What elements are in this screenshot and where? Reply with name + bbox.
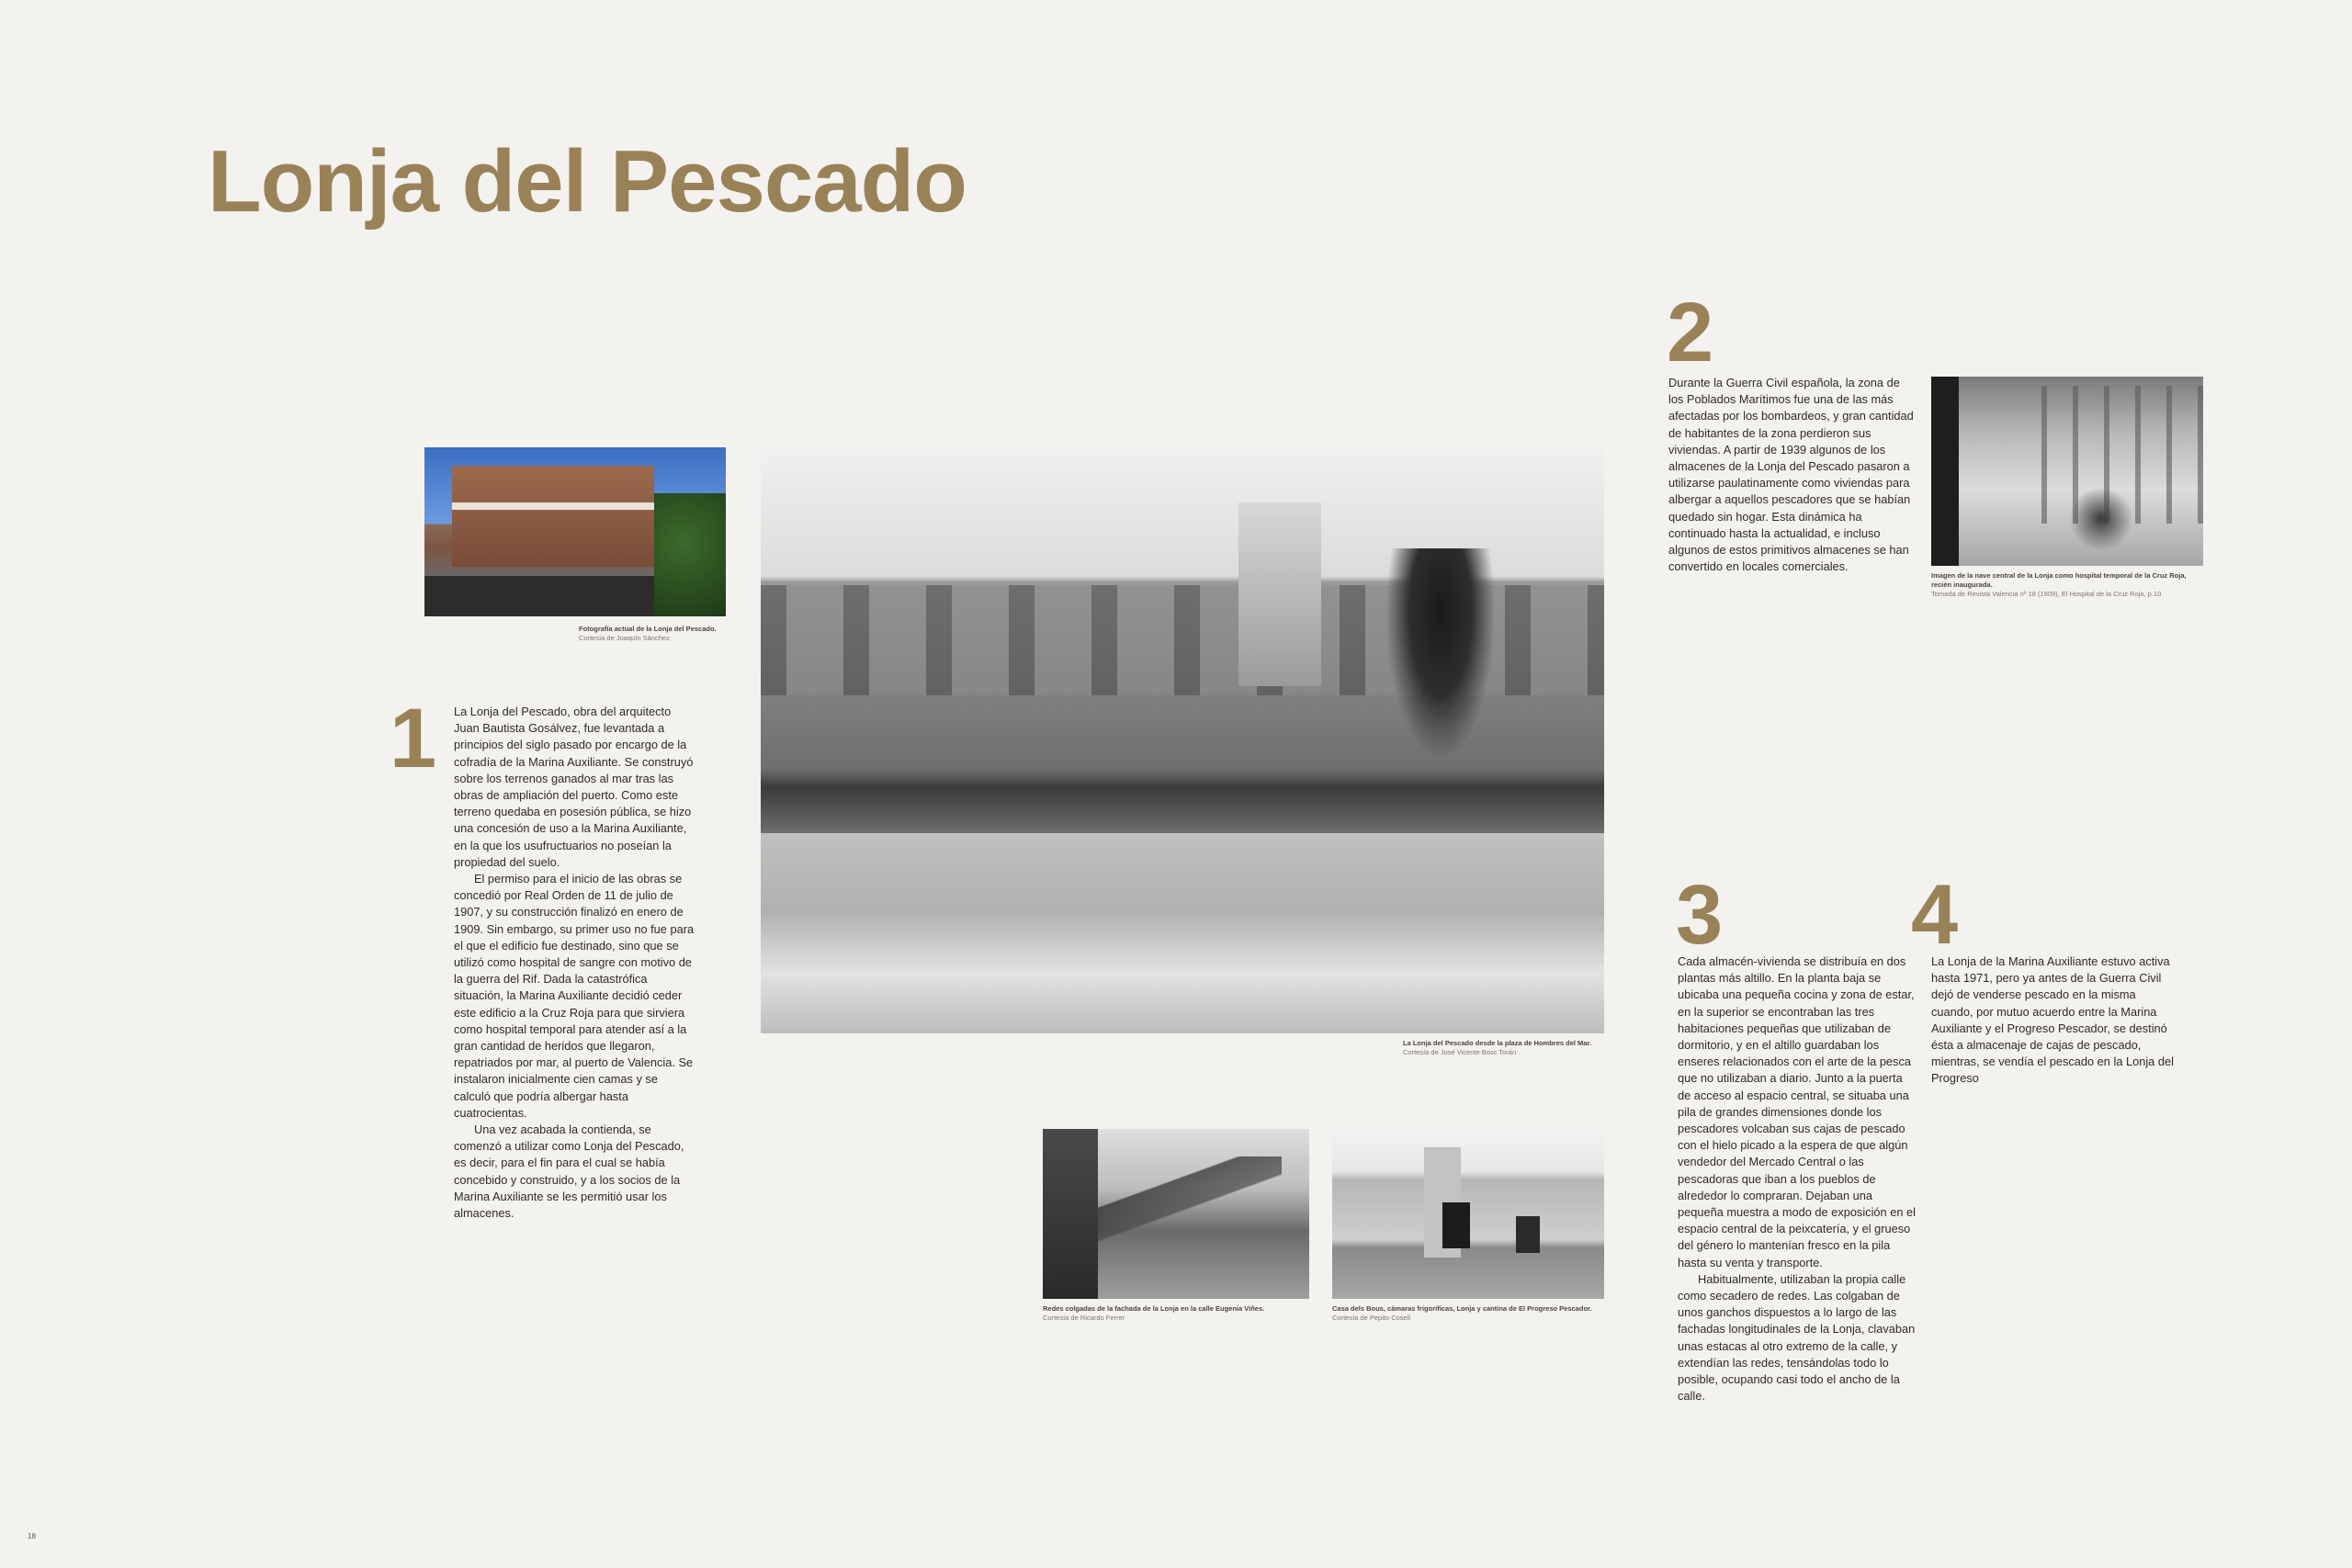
paragraph: Habitualmente, utilizaban la propia calle como secadero de redes. Las colgaban de unos ganchos dispuestos a lo largo de las fachadas longitudinales de la Lonja, clavaban unas estacas al otro extremo de la calle, y extendían las redes, tensándolas todo lo posible, ocupando casi todo el ancho de la calle. [1678,1271,1916,1404]
photo-lonja-current [424,447,726,616]
section-2-text [1668,375,1915,575]
photo-hospital [1931,377,2203,566]
caption-photo-main [1403,1039,1623,1057]
caption-title: Redes colgadas de la fachada de la Lonja en la calle Eugenia Viñes. [1043,1304,1265,1313]
section-3-text [1678,953,1917,1404]
paragraph: El permiso para el inicio de las obras se concedió por Real Orden de 11 de julio de 1907, y su construcción finalizó en enero de 1909. Sin embargo, su primer uso no fue para el que el edificio fue destinado, sino que se utilizó como hospital de sangre con motivo de la guerra del Rif. Dada la catastrófica situación, la Marina Auxiliante decidió ceder este edificio a la Cruz Roja para que sirviera como hospital temporal para atender así a la gran cantidad de heridos que llegaron, repatriados por mar, al puerto de Valencia. Se instalaron inicialmente cien camas y se calculó que podría albergar hasta cuatrocientas. [454,872,695,1120]
page-number: 18 [28,1532,36,1540]
photo-nets [1043,1129,1309,1299]
photo-lonja-main [761,447,1604,1033]
caption-credit: Cortesía de Pepito Cosell [1332,1314,1411,1322]
section-1-text [454,704,696,1222]
paragraph: Una vez acabada la contienda, se comenzó a utilizar como Lonja del Pescado, es decir, para el fin para el cual se había concebido y construido, y a los socios de la Marina Auxiliante se les permitió usar los almacenes. [454,1122,684,1221]
section-4-text [1931,953,2177,1088]
page-title: Lonja del Pescado [208,132,967,231]
caption-credit: Cortesía de Ricardo Ferrer [1043,1314,1125,1322]
caption-title: Casa dels Bous, cámaras frigoríficas, Lonja y cantina de El Progreso Pescador. [1332,1304,1592,1313]
section-number-2: 2 [1667,286,1714,379]
caption-credit: Cortesía de Joaquín Sánchez [579,634,670,642]
caption-photo-current [579,625,735,643]
caption-title: Fotografía actual de la Lonja del Pescado. [579,625,717,633]
section-number-1: 1 [390,692,437,785]
caption-photo-nets [1043,1304,1318,1323]
photo-casa-dels-bous [1332,1129,1604,1299]
caption-photo-bous [1332,1304,1617,1323]
paragraph: Durante la Guerra Civil española, la zona de los Poblados Marítimos fue una de las más afectadas por los bombardeos, y gran cantidad de habitantes de la zona perdieron sus viviendas. A partir de 1939 algunos de los almacenes de la Lonja del Pescado pasaron a utilizarse paulatinamente como viviendas para albergar a aquellos pescadores que se habían quedado sin hogar. Esta dinámica ha continuado hasta la actualidad, e incluso algunos de estos primitivos almacenes se han convertido en locales comerciales. [1668,376,1914,574]
caption-credit: Tomada de Revista Valencia nº 18 (1909), El Hospital de la Cruz Roja, p.10 [1931,590,2162,598]
section-number-3: 3 [1676,868,1724,962]
paragraph: La Lonja de la Marina Auxiliante estuvo activa hasta 1971, pero ya antes de la Guerra Civil dejó de venderse pescado en la misma cuando, por mutuo acuerdo entre la Marina Auxiliante y el Progreso Pescador, se destinó ésta a almacenaje de cajas de pescado, mientras, se vendía el pescado en la Lonja del Progreso [1931,954,2174,1086]
caption-photo-hospital [1931,571,2198,599]
section-number-4: 4 [1911,868,1959,962]
paragraph: Cada almacén-vivienda se distribuía en dos plantas más altillo. En la planta baja se ubicaba una pequeña cocina y zona de estar, en la superior se encontraban las tres habitaciones pequeñas que utilizaban de dormitorio, y en el altillo guardaban los enseres relacionados con el arte de la pesca que no utilizaban a diario. Junto a la puerta de acceso al espacio central, se situaba una pila de grandes dimensiones donde los pescadores volcaban sus cajas de pescado con el hielo picado a la espera de que algún vendedor del Mercado Central o las pescadoras que iban a los pueblos de alrededor lo compraran. Dejaban una pequeña muestra a modo de exposición en el espacio central de la peixcatería, y el grueso del género lo mantenían fresco en la pila hasta su venta y transporte. [1678,954,1916,1269]
caption-credit: Cortesía de José Vicente Bosc Torán [1403,1048,1517,1056]
caption-title: La Lonja del Pescado desde la plaza de Hombres del Mar. [1403,1039,1592,1047]
paragraph: La Lonja del Pescado, obra del arquitecto Juan Bautista Gosálvez, fue levantada a principios del siglo pasado por encargo de la cofradía de la Marina Auxiliante. Se construyó sobre los terrenos ganados al mar tras las obras de ampliación del puerto. Como este terreno quedaba en posesión pública, se hizo una concesión de uso a la Marina Auxiliante, en la que los usufructuarios no poseían la propiedad del suelo. [454,705,694,869]
caption-title: Imagen de la nave central de la Lonja como hospital temporal de la Cruz Roja, recién inaugurada. [1931,571,2187,589]
